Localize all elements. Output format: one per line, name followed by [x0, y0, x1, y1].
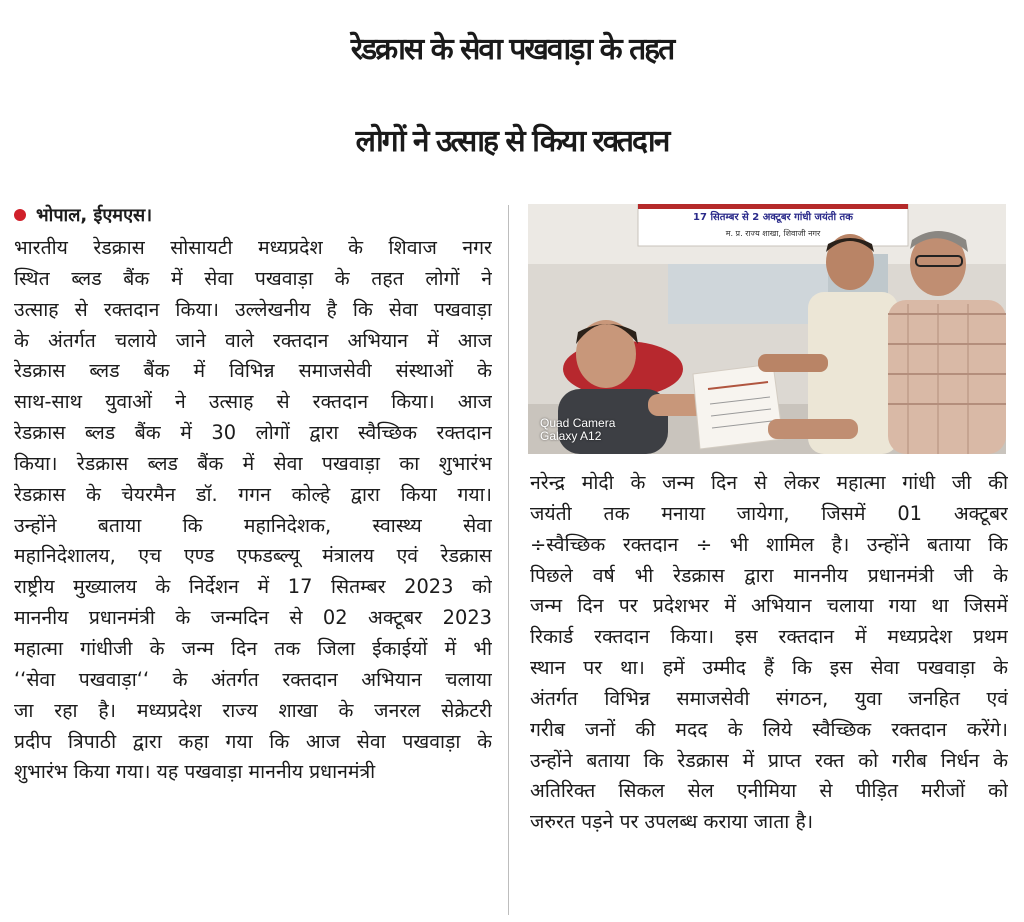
article-line: स्थान पर था। हमें उम्मीद हैं कि इस सेवा पखवाड़ा के — [530, 656, 1008, 680]
article-line: जयंती तक मनाया जायेगा, जिसमें 01 अक्टूबर — [530, 501, 1008, 525]
headline-line-1: रेडक्रास के सेवा पखवाड़ा के तहत — [350, 32, 674, 67]
article-line: भारतीय रेडक्रास सोसायटी मध्यप्रदेश के शिवाज नगर — [14, 236, 492, 259]
article-line: अतिरिक्त सिकल सेल एनीमिया से पीड़ित मरीजों को — [530, 779, 1008, 803]
article-line: रेडक्रास ब्लड बैंक में विभिन्न समाजसेवी संस्थाओं के — [14, 359, 492, 383]
article-line: किया। रेडक्रास ब्लड बैंक में सेवा पखवाड़ा का शुभारंभ — [14, 451, 492, 475]
column-divider — [508, 205, 509, 915]
headline — [0, 4, 1024, 188]
banner-text-2: म. प्र. राज्य शाखा, शिवाजी नगर — [725, 229, 821, 238]
article-column-right — [530, 468, 1008, 838]
article-line: उन्होंने बताया कि महानिदेशक, स्वास्थ्य सेवा — [14, 513, 492, 537]
dateline — [14, 202, 152, 228]
article-line: महानिदेशालय, एच एण्ड एफडब्ल्यू मंत्रालय एवं रेडक्रास — [14, 544, 492, 568]
article-column-left — [14, 233, 492, 788]
article-line: स्थित ब्लड बैंक में सेवा पखवाड़ा के तहत लोगों ने — [14, 266, 492, 290]
article-line: अंतर्गत विभिन्न समाजसेवी संगठन, युवा जनहित एवं — [530, 686, 1008, 710]
article-line: उन्होंने बताया कि रेडक्रास में प्राप्त रक्त को गरीब निर्धन के — [530, 748, 1008, 772]
camera-watermark — [540, 417, 615, 443]
watermark-line-1: Quad Camera — [540, 416, 616, 430]
article-line: गरीब जनों की मदद के लिये स्वैच्छिक रक्तदान करेंगे। — [530, 717, 1008, 741]
article-line: ÷स्वैच्छिक रक्तदान ÷ भी शामिल है। उन्होंने बताया कि — [530, 532, 1008, 556]
watermark-line-2: Galaxy A12 — [540, 429, 602, 443]
article-line: माननीय प्रधानमंत्री के जन्मदिन से 02 अक्टूबर 2023 — [14, 606, 492, 630]
article-line: रिकार्ड रक्तदान किया। इस रक्तदान में मध्यप्रदेश प्रथम — [530, 625, 1008, 649]
article-line: उत्साह से रक्तदान किया। उल्लेखनीय है कि सेवा पखवाड़ा — [14, 297, 492, 321]
dateline-text: भोपाल, ईएमएस। — [36, 205, 153, 226]
article-line: प्रदीप त्रिपाठी द्वारा कहा गया कि आज सेवा पखवाड़ा के — [14, 729, 492, 753]
article-line: जन्म दिन पर प्रदेशभर में अभियान चलाया गया था जिसमें — [530, 594, 1008, 618]
article-line: साथ-साथ युवाओं ने उत्साह से रक्तदान किया। आज — [14, 390, 492, 414]
article-line: नरेन्द्र मोदी के जन्म दिन से लेकर महात्मा गांधी जी की — [530, 471, 1008, 494]
article-line: के अंतर्गत चलाये जाने वाले रक्तदान अभियान में आज — [14, 328, 492, 352]
article-line: रेडक्रास के चेयरमैन डॉ. गगन कोल्हे द्वारा किया गया। — [14, 482, 492, 506]
article-line: जरुरत पड़ने पर उपलब्ध कराया जाता है। — [530, 810, 814, 834]
article-line: राष्ट्रीय मुख्यालय के निर्देशन में 17 सितम्बर 2023 को — [14, 575, 492, 599]
headline-line-2: लोगों ने उत्साह से किया रक्तदान — [355, 124, 669, 159]
article-line: महात्मा गांधीजी के जन्म दिन तक जिला ईकाईयों में भी — [14, 636, 492, 660]
article-line: शुभारंभ किया गया। यह पखवाड़ा माननीय प्रधानमंत्री — [14, 760, 376, 784]
article-line: ‘‘सेवा पखवाड़ा‘‘ के अंतर्गत रक्तदान अभियान चलाया — [14, 667, 492, 691]
article-line: जा रहा है। मध्यप्रदेश राज्य शाखा के जनरल सेक्रेटरी — [14, 698, 492, 722]
article-line: रेडक्रास ब्लड बैंक में 30 लोगों द्वारा स्वैच्छिक रक्तदान — [14, 421, 492, 445]
article-line: पिछले वर्ष भी रेडक्रास द्वारा माननीय प्रधानमंत्री जी के — [530, 563, 1008, 587]
bullet-dot-icon — [14, 209, 26, 221]
banner-text-1: 17 सितम्बर से 2 अक्टूबर गांधी जयंती तक — [693, 212, 853, 223]
